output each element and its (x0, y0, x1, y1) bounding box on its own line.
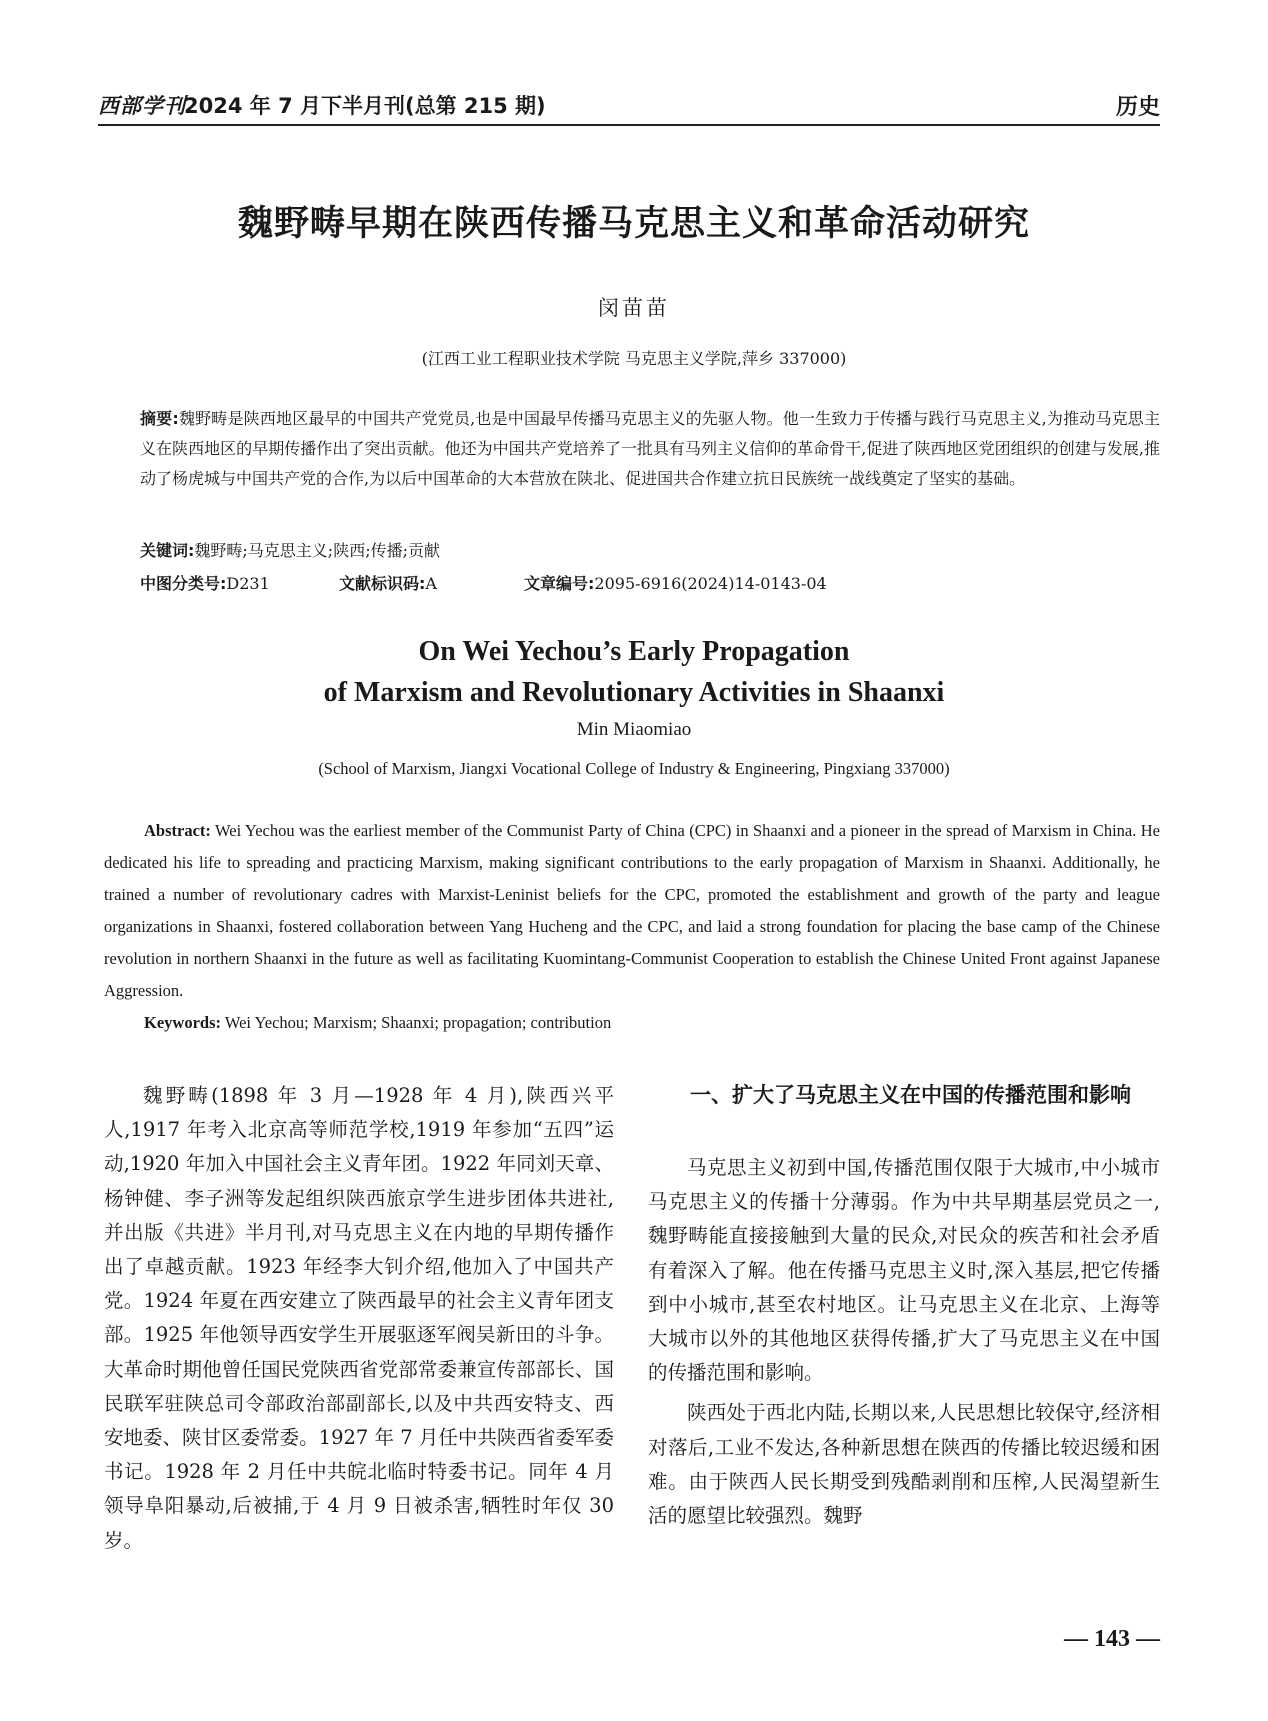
document-code-value: A (425, 574, 437, 593)
chinese-keywords (140, 538, 440, 561)
document-code-label: 文献标识码: (339, 574, 426, 593)
classification-value: D231 (226, 574, 270, 593)
chinese-keywords-label: 关键词: (140, 541, 195, 560)
chinese-keywords-text: 魏野畴;马克思主义;陕西;传播;贡献 (194, 541, 440, 560)
body-left-column (104, 1079, 614, 1558)
chinese-abstract (140, 404, 1160, 494)
chinese-abstract-label: 摘要: (140, 409, 179, 428)
issue-info: 2024 年 7 月下半月刊(总第 215 期) (184, 94, 546, 118)
body-paragraph: 马克思主义初到中国,传播范围仅限于大城市,中小城市马克思主义的传播十分薄弱。作为中共早期基层党员之一,魏野畴能直接接触到大量的民众,对民众的疾苦和社会矛盾有着深入了解。他在传播马克思主义时,深入基层,把它传播到中小城市,甚至农村地区。让马克思主义在北京、上海等大城市以外的其他地区获得传播,扩大了马克思主义在中国的传播范围和影响。 (648, 1156, 1160, 1385)
journal-logo: 西部学刊 (98, 93, 186, 118)
header-rule (98, 124, 1160, 126)
page-number: — 143 — (1064, 1626, 1160, 1652)
chinese-affiliation: (江西工业工程职业技术学院 马克思主义学院,萍乡 337000) (421, 349, 847, 368)
english-keywords (144, 1013, 611, 1033)
article-number-label: 文章编号: (524, 574, 595, 593)
section-heading: 一、扩大了马克思主义在中国的传播范围和影响 (690, 1083, 1131, 1107)
english-keywords-text: Wei Yechou; Marxism; Shaanxi; propagation; contribution (224, 1013, 612, 1032)
english-abstract-label: Abstract: (144, 821, 211, 840)
document-code (339, 571, 437, 594)
english-title-line-1: On Wei Yechou’s Early Propagation (418, 636, 850, 667)
body-paragraph: 陕西处于西北内陆,长期以来,人民思想比较保守,经济相对落后,工业不发达,各种新思想在陕西的传播比较迟缓和困难。由于陕西人民长期受到残酷剥削和压榨,人民渴望新生活的愿望比较强烈。魏野 (648, 1401, 1160, 1528)
body-right-column (648, 1151, 1160, 1533)
classification-number (140, 571, 270, 594)
chinese-title: 魏野畴早期在陕西传播马克思主义和革命活动研究 (237, 204, 1030, 244)
section-name: 历史 (1115, 95, 1160, 120)
english-abstract (104, 815, 1160, 1007)
article-number-value: 2095-6916(2024)14-0143-04 (594, 574, 827, 593)
english-title-line-2: of Marxism and Revolutionary Activities in Shaanxi (323, 677, 945, 708)
running-header (98, 80, 1160, 120)
classification-label: 中图分类号: (140, 574, 227, 593)
english-author: Min Miaomiao (576, 719, 692, 740)
article-number (524, 571, 827, 594)
english-affiliation: (School of Marxism, Jiangxi Vocational College of Industry & Engineering, Pingxiang 337000) (318, 759, 950, 778)
chinese-abstract-text: 魏野畴是陕西地区最早的中国共产党党员,也是中国最早传播马克思主义的先驱人物。他一生致力于传播与践行马克思主义,为推动马克思主义在陕西地区的早期传播作出了突出贡献。他还为中国共产党培养了一批具有马列主义信仰的革命骨干,促进了陕西地区党团组织的创建与发展,推动了杨虎城与中国共产党的合作,为以后中国革命的大本营放在陕北、促进国共合作建立抗日民族统一战线奠定了坚实的基础。 (140, 409, 1160, 488)
english-abstract-text: Wei Yechou was the earliest member of the Communist Party of China (CPC) in Shaanxi and a pioneer in the spread of Marxism in China. He dedicated his life to spreading and practicing Marxism, making significant contributions to the early propagation of Marxism in Shaanxi. Additionally, he trained a number of revolutionary cadres with Marxist-Leninist beliefs for the CPC, promoted the establishment and growth of the party and league organizations in Shaanxi, fostered collaboration between Yang Hucheng and the CPC, and laid a strong foundation for placing the base camp of the Chinese revolution in northern Shaanxi in the future as well as facilitating Kuomintang-Communist Cooperation to establish the Chinese United Front against Japanese Aggression. (104, 821, 1160, 1000)
english-keywords-label: Keywords: (144, 1013, 221, 1032)
chinese-author: 闵苗苗 (598, 296, 670, 320)
body-paragraph: 魏野畴(1898 年 3 月—1928 年 4 月),陕西兴平人,1917 年考入北京高等师范学校,1919 年参加“五四”运动,1920 年加入中国社会主义青年团。1922 年同刘天章、杨钟健、李子洲等发起组织陕西旅京学生进步团体共进社,并出版《共进》半月刊,对马克思主义在内地的早期传播作出了卓越贡献。1923 年经李大钊介绍,他加入了中国共产党。1924 年夏在西安建立了陕西最早的社会主义青年团支部。1925 年他领导西安学生开展驱逐军阀吴新田的斗争。大革命时期他曾任国民党陕西省党部常委兼宣传部部长、国民联军驻陕总司令部政治部副部长,以及中共西安特支、西安地委、陕甘区委常委。1927 年 7 月任中共陕西省委军委书记。1928 年 2 月任中共皖北临时特委书记。同年 4 月领导阜阳暴动,后被捕,于 4 月 9 日被杀害,牺牲时年仅 30 岁。 (104, 1084, 614, 1552)
